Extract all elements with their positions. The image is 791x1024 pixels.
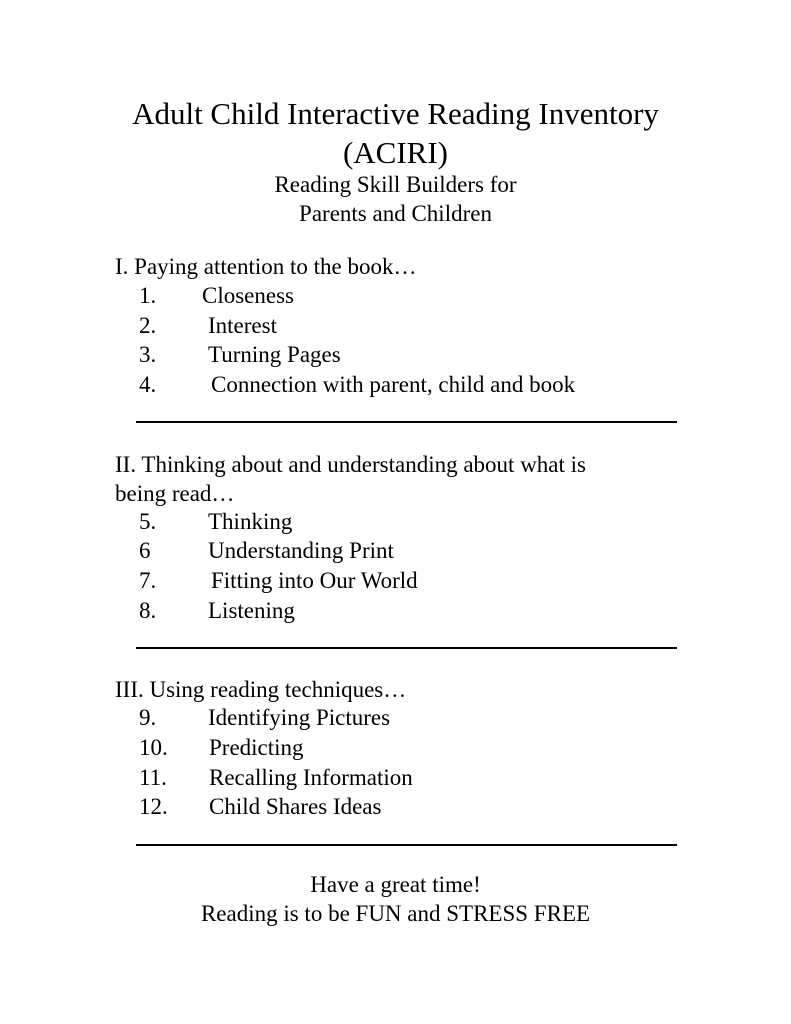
- section-2-heading-line-1: II. Thinking about and understanding about what is: [115, 452, 586, 477]
- section-divider: [136, 844, 677, 846]
- list-item-label: Thinking: [208, 509, 293, 534]
- footer-line-2: Reading is to be FUN and STRESS FREE: [200, 901, 591, 926]
- list-item-label: Predicting: [209, 735, 304, 760]
- section-divider: [136, 647, 677, 649]
- list-item-label: Fitting into Our World: [211, 568, 418, 593]
- list-item-label: Identifying Pictures: [208, 705, 391, 730]
- list-item-label: Closeness: [202, 283, 294, 308]
- list-item-number: 3.: [139, 342, 157, 367]
- list-item-number: 5.: [139, 509, 157, 534]
- list-item-label: Connection with parent, child and book: [211, 372, 576, 397]
- section-1-heading: I. Paying attention to the book…: [115, 254, 417, 279]
- footer-line-1: Have a great time!: [310, 872, 481, 897]
- section-divider: [136, 421, 677, 423]
- list-item-number: 8.: [139, 598, 157, 623]
- list-item-number: 1.: [139, 283, 157, 308]
- document-subtitle-line-1: Reading Skill Builders for: [274, 172, 517, 197]
- list-item-label: Interest: [208, 313, 277, 338]
- document-title-line-2: (ACIRI): [342, 135, 449, 170]
- list-item-number: 4.: [139, 372, 157, 397]
- list-item-number: 9.: [139, 705, 157, 730]
- list-item-number: 10.: [139, 735, 168, 760]
- list-item-number: 12.: [139, 794, 168, 819]
- document-title-line-1: Adult Child Interactive Reading Inventory: [132, 96, 659, 131]
- section-2-heading-line-2: being read…: [115, 481, 235, 506]
- section-3-heading: III. Using reading techniques…: [115, 677, 407, 702]
- list-item-label: Child Shares Ideas: [209, 794, 382, 819]
- list-item-number: 6: [139, 538, 151, 563]
- document-subtitle-line-2: Parents and Children: [299, 201, 492, 226]
- list-item-number: 11.: [139, 765, 167, 790]
- list-item-number: 7.: [139, 568, 157, 593]
- list-item-label: Understanding Print: [208, 538, 394, 563]
- list-item-number: 2.: [139, 313, 157, 338]
- list-item-label: Listening: [208, 598, 295, 623]
- list-item-label: Recalling Information: [209, 765, 413, 790]
- list-item-label: Turning Pages: [208, 342, 341, 367]
